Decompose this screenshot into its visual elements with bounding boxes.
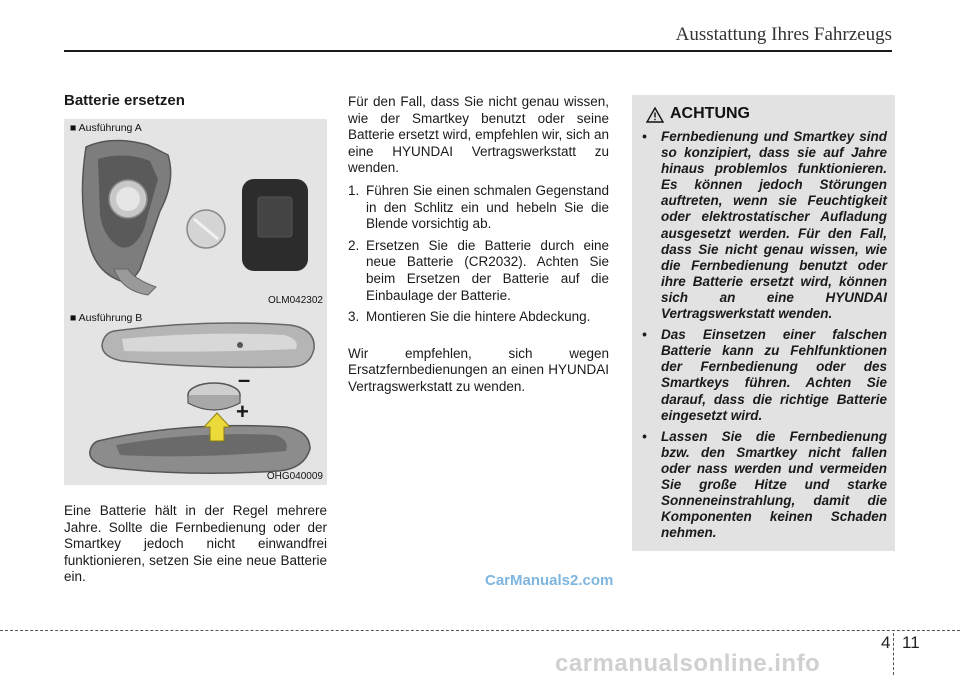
step-number: 3.: [348, 309, 360, 325]
list-item: [642, 129, 887, 322]
header-rule: [64, 50, 892, 52]
bullet: •: [642, 129, 647, 144]
figure-version-a: [64, 119, 327, 309]
recommendation-text: Wir empfehlen, sich wegen Ersatzfernbedienungen an einen HYUNDAI Vertragswerkstatt zu wenden.: [348, 345, 609, 394]
footer-rule: [0, 630, 960, 631]
bullet: •: [642, 428, 647, 444]
figure-a-code: OLM042302: [267, 295, 323, 306]
warning-list: [642, 129, 887, 546]
watermark-link[interactable]: CarManuals2.com: [485, 572, 614, 589]
bullet: •: [642, 327, 647, 343]
step-number: 1.: [348, 182, 360, 198]
instruction-steps: [348, 183, 609, 326]
instructions-intro: Für den Fall, dass Sie nicht genau wissen, wie der Smartkey benutzt oder seine Batterie ersetzt wird, empfehlen wir, sich an eine HYUNDAI Vertragswerkstatt zu wenden.: [348, 94, 609, 176]
middle-column: [348, 94, 609, 396]
step-number: 2.: [348, 237, 360, 253]
figure-b-label: ■ Ausführung B: [70, 312, 143, 324]
list-item: [348, 183, 609, 233]
list-item: [348, 309, 609, 326]
smartkey-a-illustration: [64, 119, 327, 309]
figure-a-label: ■ Ausführung A: [70, 122, 142, 134]
warning-triangle-icon: [646, 107, 664, 123]
page-header-title: Ausstattung Ihres Fahrzeugs: [675, 24, 892, 45]
step-text: Ersetzen Sie die Batterie durch eine neue Batterie (CR2032). Achten Sie beim Ersetzen der Batterie auf die Einbaulage der Batterie.: [366, 237, 609, 303]
battery-body-text: Eine Batterie hält in der Regel mehrere Jahre. Sollte die Fernbedienung oder der Smartkey jedoch nicht einwandfrei funktionieren, setzen Sie eine neue Batterie ein.: [64, 503, 327, 585]
figure-version-b: [64, 309, 327, 485]
site-watermark: carmanualsonline.info: [555, 650, 821, 677]
warning-title: ACHTUNG: [670, 105, 750, 122]
page-number: 11: [902, 633, 920, 652]
left-column: [64, 92, 327, 586]
smartkey-b-illustration: [64, 309, 327, 485]
page-separator: [893, 633, 894, 675]
list-item: [348, 238, 609, 304]
figure-b-code: OHG040009: [266, 471, 323, 482]
warning-box: [632, 95, 895, 551]
section-title: Batterie ersetzen: [64, 92, 185, 109]
list-item: [642, 429, 887, 542]
chapter-number: 4: [881, 633, 891, 652]
step-text: Führen Sie einen schmalen Gegenstand in den Schlitz ein und hebeln Sie die Blende vorsichtig ab.: [366, 182, 609, 232]
plus-symbol: +: [236, 399, 249, 424]
list-item: [642, 327, 887, 424]
warning-text: Lassen Sie die Fernbedienung bzw. den Smartkey nicht fallen oder nass werden und vermeiden Sie große Hitze und starke Sonneneinstrahlung, damit die Komponenten keinen Schaden nehmen.: [661, 428, 887, 541]
step-text: Montieren Sie die hintere Abdeckung.: [366, 309, 591, 325]
warning-text: Das Einsetzen einer falschen Batterie kann zu Fehlfunktionen der Fernbedienung oder des Smartkeys führen. Achten Sie darauf, dass die richtige Batterie eingesetzt wird.: [661, 327, 887, 423]
warning-text: Fernbedienung und Smartkey sind so konzipiert, dass sie auf Jahre hinaus problemlos funktionieren. Es können jedoch Störungen auftreten, wenn sie Feuchtigkeit oder elektrostatischer Aufladung ausgesetzt werden. Für den Fall, dass Sie nicht genau wissen, wie die Fernbedienung benutzt oder ihre Batterie ersetzt wird, können sich an eine HYUNDAI Vertragswerkstatt wenden.: [661, 129, 887, 322]
minus-symbol: –: [238, 367, 251, 392]
